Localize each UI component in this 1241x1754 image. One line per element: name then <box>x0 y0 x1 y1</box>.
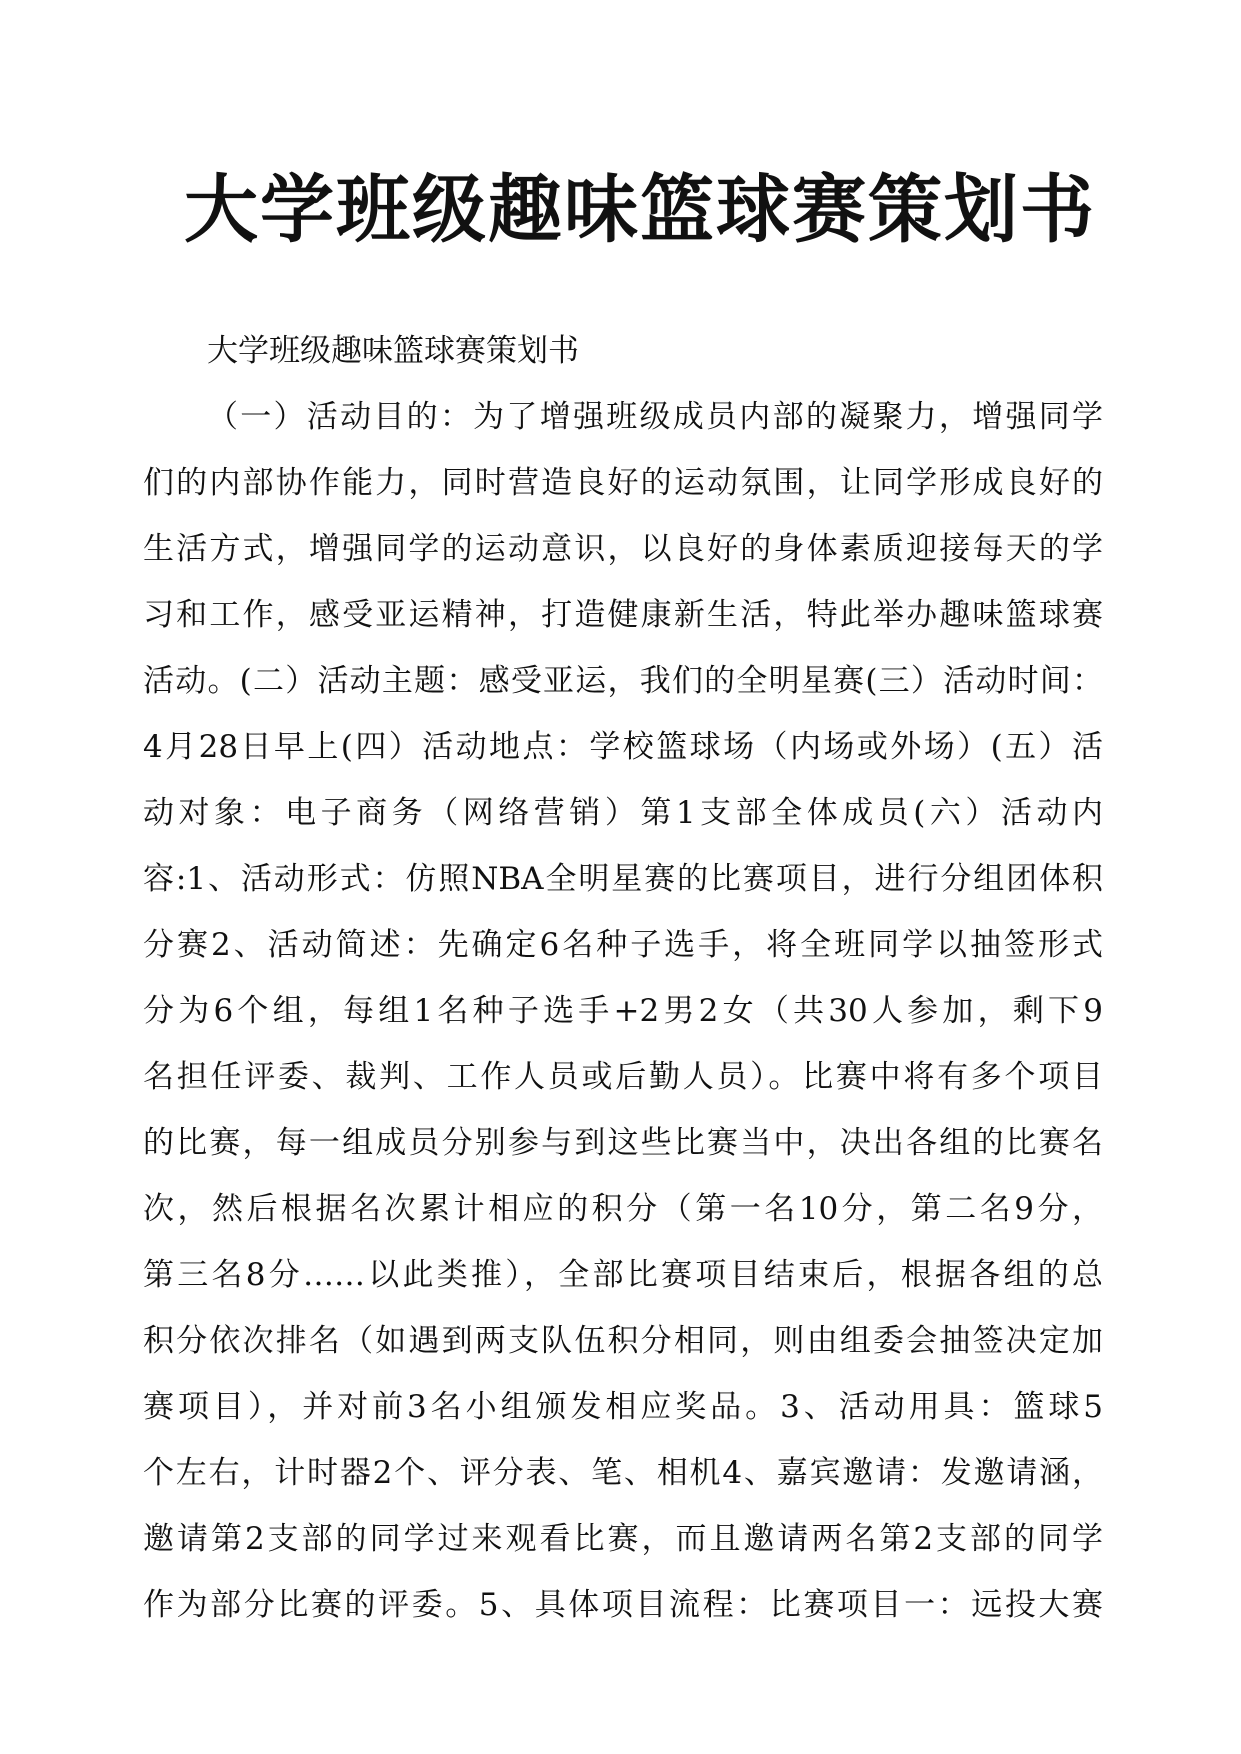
body-line: 积分依次排名（如遇到两支队伍积分相同，则由组委会抽签决定加 <box>143 1323 1103 1359</box>
body-line: 动对象：电子商务（网络营销）第1支部全体成员(六）活动内 <box>143 795 1103 831</box>
body-line: 作为部分比赛的评委。5、具体项目流程：比赛项目一：远投大赛 <box>143 1587 1103 1623</box>
body-line: 第三名8分……以此类推），全部比赛项目结束后，根据各组的总 <box>143 1257 1103 1293</box>
body-line: 活动。(二）活动主题：感受亚运，我们的全明星赛(三）活动时间： <box>143 663 1103 699</box>
body-line: 们的内部协作能力，同时营造良好的运动氛围，让同学形成良好的 <box>143 465 1103 501</box>
body-line: 生活方式，增强同学的运动意识，以良好的身体素质迎接每天的学 <box>143 531 1103 567</box>
body-line: 习和工作，感受亚运精神，打造健康新生活，特此举办趣味篮球赛 <box>143 597 1103 633</box>
body-line: 个左右，计时器2个、评分表、笔、相机4、嘉宾邀请：发邀请涵， <box>143 1455 1103 1491</box>
body-line: 容:1、活动形式：仿照NBA全明星赛的比赛项目，进行分组团体积 <box>143 861 1103 897</box>
body-line: 次，然后根据名次累计相应的积分（第一名10分，第二名9分， <box>143 1191 1103 1227</box>
body-line: 邀请第2支部的同学过来观看比赛，而且邀请两名第2支部的同学 <box>143 1521 1103 1557</box>
body-line: 分赛2、活动简述：先确定6名种子选手，将全班同学以抽签形式 <box>143 927 1103 963</box>
document-body <box>143 318 1103 1638</box>
body-line: 分为6个组，每组1名种子选手+2男2女（共30人参加，剩下9 <box>143 993 1103 1029</box>
body-line: 大学班级趣味篮球赛策划书 <box>207 333 579 369</box>
body-line: 的比赛，每一组成员分别参与到这些比赛当中，决出各组的比赛名 <box>143 1125 1103 1161</box>
document-title: 大学班级趣味篮球赛策划书 <box>184 167 1096 253</box>
body-line: （一）活动目的：为了增强班级成员内部的凝聚力，增强同学 <box>207 399 1103 435</box>
body-line: 4月28日早上(四）活动地点：学校篮球场（内场或外场）(五）活 <box>143 729 1103 765</box>
body-line: 赛项目），并对前3名小组颁发相应奖品。3、活动用具：篮球5 <box>143 1389 1103 1425</box>
body-line: 名担任评委、裁判、工作人员或后勤人员）。比赛中将有多个项目 <box>143 1059 1103 1095</box>
